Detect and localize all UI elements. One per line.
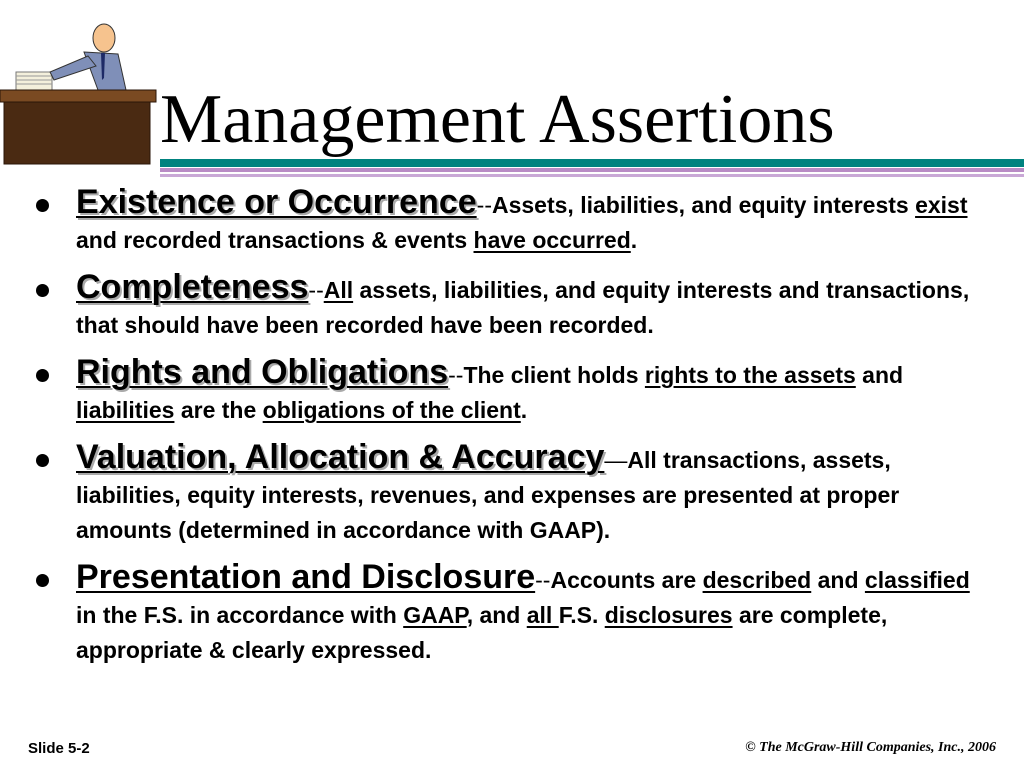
term-separator: -- [535, 567, 551, 593]
assertion-term: Presentation and Disclosure [76, 558, 536, 596]
bullet-completeness [36, 270, 986, 343]
assertion-text: are complete, appropriate & clearly expressed. [76, 602, 888, 663]
assertion-text: assets, liabilities, and equity interests and transactions, that should have been recorded have been recorded. [76, 277, 970, 338]
term-separator: -- [308, 277, 324, 303]
assertion-text-emphasis: All [323, 277, 354, 303]
assertion-text: Assets, liabilities, and equity interests [491, 192, 916, 218]
assertion-text: and [855, 362, 904, 388]
assertion-text: , and [466, 602, 527, 628]
assertion-text: and [811, 567, 865, 593]
bullet-rights-and-obligations [36, 355, 986, 428]
bullet-valuation-allocation-accuracy [36, 440, 986, 548]
assertion-text: . [630, 227, 638, 253]
bullet-presentation-and-disclosure [36, 560, 986, 668]
assertion-text-emphasis: classified [864, 567, 970, 593]
term-separator: -- [448, 362, 464, 388]
slide-title: Management Assertions [160, 81, 835, 158]
bullet-dot-icon [36, 284, 49, 297]
assertion-text: . [520, 397, 528, 423]
assertion-text: F.S. [558, 602, 605, 628]
assertion-text-emphasis: disclosures [604, 602, 733, 628]
term-separator: -- [476, 192, 492, 218]
assertion-term: Existence or Occurrence [76, 183, 477, 221]
assertion-text: and recorded transactions & events [76, 227, 474, 253]
term-separator: — [604, 447, 628, 473]
assertion-text-emphasis: exist [915, 192, 968, 218]
assertion-term: Valuation, Allocation & Accuracy [76, 438, 605, 476]
divider-line-primary [160, 159, 1024, 167]
assertion-text-emphasis: obligations of the client [262, 397, 521, 423]
slide-number: Slide 5-2 [28, 740, 90, 757]
title-divider [160, 159, 1024, 179]
assertion-term: Completeness [76, 268, 309, 306]
assertion-text-emphasis: described [702, 567, 812, 593]
assertion-text: Accounts are [550, 567, 703, 593]
bullet-existence-or-occurrence [36, 185, 986, 258]
assertion-text-emphasis: have occurred [473, 227, 631, 253]
divider-line-tertiary [160, 174, 1024, 177]
assertion-list [36, 185, 986, 680]
bullet-dot-icon [36, 369, 49, 382]
assertion-term: Rights and Obligations [76, 353, 449, 391]
assertion-text-emphasis: GAAP [403, 602, 467, 628]
divider-line-secondary [160, 168, 1024, 172]
bullet-dot-icon [36, 199, 49, 212]
assertion-text: All transactions, assets, liabilities, equity interests, revenues, and expenses are presented at proper amounts (determined in accordance with GAAP). [76, 447, 900, 543]
assertion-text-emphasis: liabilities [76, 397, 175, 423]
copyright-notice: © The McGraw-Hill Companies, Inc., 2006 [745, 740, 996, 755]
assertion-text-emphasis: rights to the assets [644, 362, 856, 388]
assertion-text: are the [174, 397, 263, 423]
bullet-dot-icon [36, 574, 49, 587]
businessman-at-desk-icon [0, 20, 160, 165]
assertion-text-emphasis: all [526, 602, 559, 628]
bullet-dot-icon [36, 454, 49, 467]
assertion-text: in the F.S. in accordance with [76, 602, 404, 628]
assertion-text: The client holds [463, 362, 645, 388]
